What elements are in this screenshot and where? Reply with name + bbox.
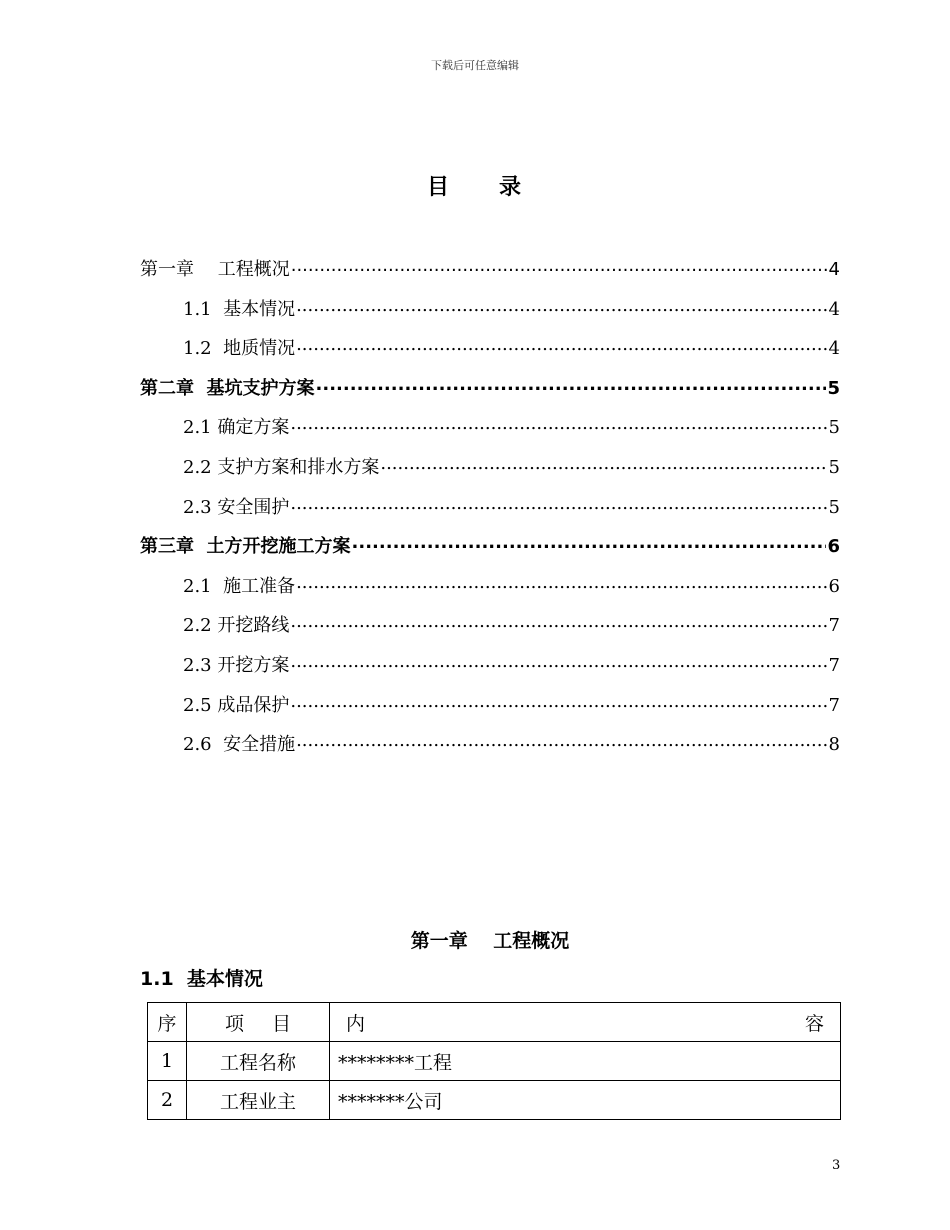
toc-section-entry[interactable] bbox=[140, 646, 840, 686]
toc-section-entry[interactable] bbox=[140, 290, 840, 330]
toc-entry-page: 6 bbox=[828, 575, 840, 597]
toc-title bbox=[0, 170, 950, 201]
row-item: 工程业主 bbox=[187, 1081, 330, 1120]
table-row bbox=[148, 1042, 841, 1081]
toc-leader-dots bbox=[290, 484, 827, 524]
toc-leader-dots bbox=[290, 602, 827, 642]
toc-entry-label: 1.2 地质情况 bbox=[183, 338, 296, 360]
toc-title-left: 目 bbox=[426, 175, 451, 200]
row-item: 工程名称 bbox=[187, 1042, 330, 1081]
toc-entry-page: 5 bbox=[828, 496, 840, 518]
row-content: ********工程 bbox=[330, 1042, 841, 1081]
toc-leader-dots bbox=[291, 246, 828, 286]
toc-section-entry[interactable] bbox=[140, 329, 840, 369]
toc-chapter-entry[interactable] bbox=[140, 250, 840, 290]
row-content: *******公司 bbox=[330, 1081, 841, 1120]
toc-entry-page: 8 bbox=[828, 734, 840, 756]
project-info-table bbox=[147, 1002, 841, 1120]
toc-leader-dots bbox=[352, 523, 827, 563]
toc-entry-page: 4 bbox=[828, 259, 840, 280]
toc-leader-dots bbox=[290, 682, 827, 722]
header-item-left: 项 bbox=[224, 1012, 244, 1035]
toc-entry-label: 2.3 开挖方案 bbox=[183, 654, 290, 676]
toc-section-entry[interactable] bbox=[140, 606, 840, 646]
toc-entry-label: 2.1 确定方案 bbox=[183, 417, 290, 439]
toc-section-entry[interactable] bbox=[140, 448, 840, 488]
toc-entry-page: 4 bbox=[828, 338, 840, 360]
chapter-heading: 第一章 工程概况 bbox=[410, 930, 570, 952]
toc-entry-label: 2.2 支护方案和排水方案 bbox=[183, 456, 380, 478]
toc-entry-label: 2.6 安全措施 bbox=[183, 734, 296, 756]
toc-entry-label: 1.1 基本情况 bbox=[183, 298, 296, 320]
toc-entry-page: 5 bbox=[828, 456, 840, 478]
toc-entry-label: 2.2 开挖路线 bbox=[183, 615, 290, 637]
header-item-right: 目 bbox=[272, 1012, 292, 1035]
toc-leader-dots bbox=[290, 404, 827, 444]
toc-leader-dots bbox=[296, 563, 827, 603]
toc-section-entry[interactable] bbox=[140, 725, 840, 765]
toc-chapter-entry[interactable] bbox=[140, 527, 840, 567]
header-content-left: 内 bbox=[345, 1012, 365, 1035]
toc-entry-label: 2.1 施工准备 bbox=[183, 575, 296, 597]
toc-section-entry[interactable] bbox=[140, 488, 840, 528]
row-no: 1 bbox=[148, 1042, 187, 1081]
toc-leader-dots bbox=[316, 365, 827, 405]
page-number: 3 bbox=[832, 1158, 841, 1173]
header-note: 下载后可任意编辑 bbox=[431, 59, 519, 72]
toc-leader-dots bbox=[296, 286, 827, 326]
section-heading: 1.1 基本情况 bbox=[140, 968, 263, 990]
toc-leader-dots bbox=[380, 444, 827, 484]
toc-section-entry[interactable] bbox=[140, 567, 840, 607]
toc-entry-label: 第三章 土方开挖施工方案 bbox=[140, 536, 351, 558]
toc-entry-page: 7 bbox=[828, 615, 840, 637]
toc-leader-dots bbox=[290, 642, 827, 682]
toc-leader-dots bbox=[296, 325, 827, 365]
toc-entry-label: 2.5 成品保护 bbox=[183, 694, 290, 716]
toc-entry-label: 第一章 工程概况 bbox=[140, 259, 290, 280]
toc-chapter-entry[interactable] bbox=[140, 369, 840, 409]
header-content bbox=[330, 1003, 841, 1042]
table-of-contents bbox=[140, 250, 840, 765]
toc-entry-page: 5 bbox=[827, 377, 840, 399]
toc-section-entry[interactable] bbox=[140, 408, 840, 448]
toc-entry-page: 5 bbox=[828, 417, 840, 439]
toc-entry-label: 2.3 安全围护 bbox=[183, 496, 290, 518]
header-no: 序 bbox=[148, 1003, 187, 1042]
row-no: 2 bbox=[148, 1081, 187, 1120]
toc-entry-label: 第二章 基坑支护方案 bbox=[140, 377, 315, 399]
toc-title-right: 录 bbox=[499, 175, 524, 200]
toc-entry-page: 7 bbox=[828, 694, 840, 716]
toc-entry-page: 7 bbox=[828, 654, 840, 676]
toc-section-entry[interactable] bbox=[140, 686, 840, 726]
header-item bbox=[187, 1003, 330, 1042]
header-content-right: 容 bbox=[805, 1012, 825, 1035]
toc-leader-dots bbox=[296, 721, 827, 761]
toc-entry-page: 6 bbox=[827, 536, 840, 558]
table-header-row bbox=[148, 1003, 841, 1042]
toc-entry-page: 4 bbox=[828, 298, 840, 320]
table-row bbox=[148, 1081, 841, 1120]
